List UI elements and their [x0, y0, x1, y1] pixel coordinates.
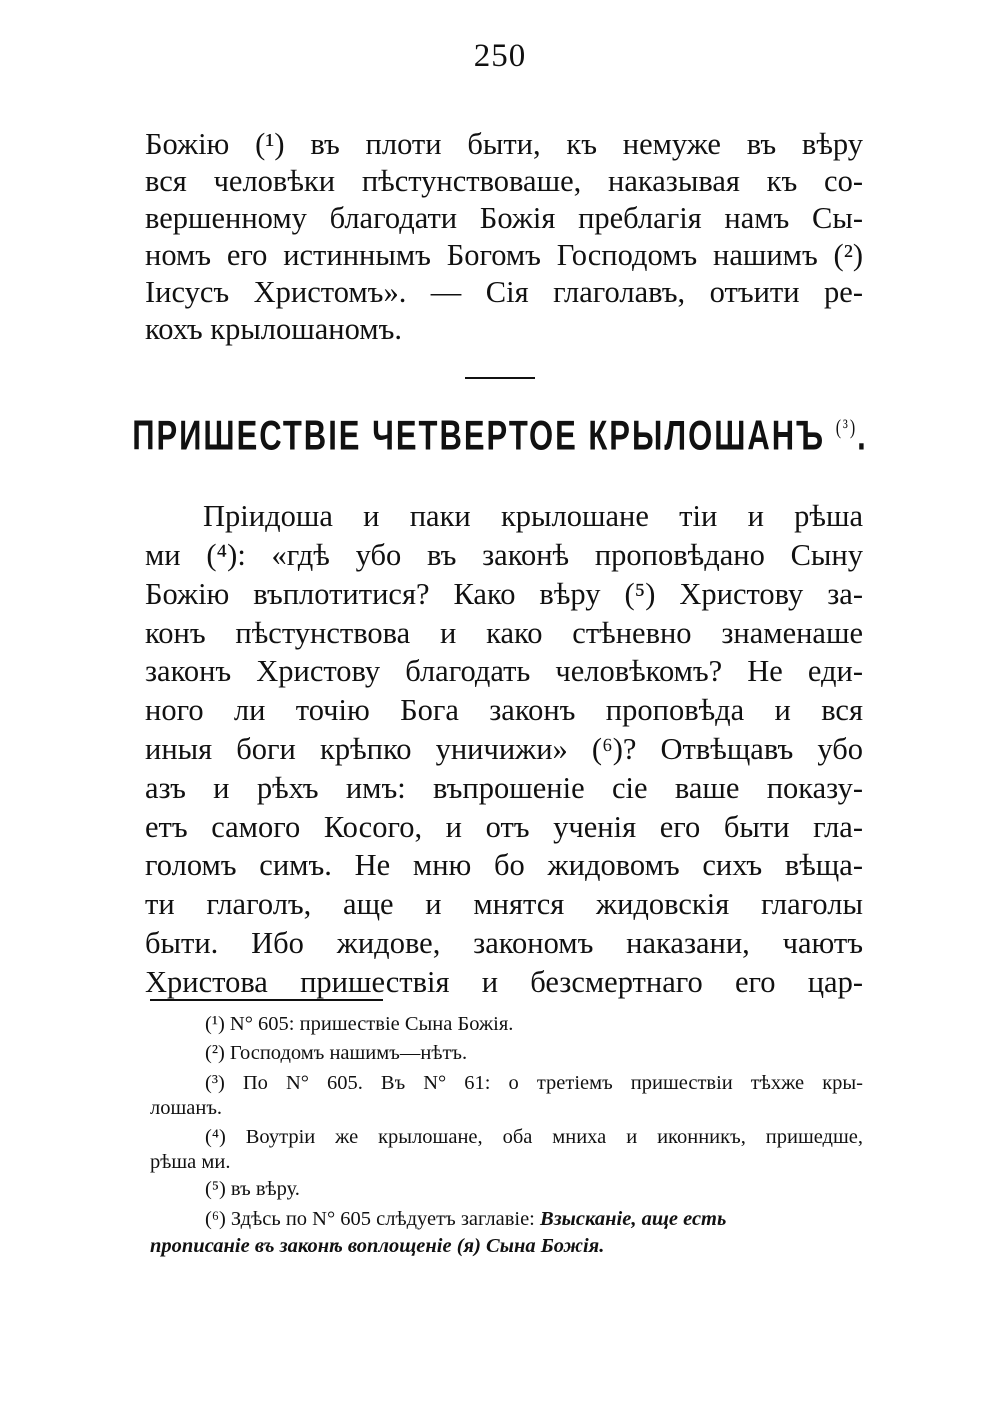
text-line: ти глаголъ, аще и мнятся жидовскія глаголы: [145, 887, 863, 921]
section-heading-note: (³): [835, 416, 858, 440]
text-line: иныя боги крѣпко уничижи» (⁶)? Отвѣщавъ убо: [145, 732, 863, 766]
text-line: Іисусъ Христомъ». — Сія глаголавъ, отъити ре-: [145, 275, 863, 309]
text-line: етъ самого Косого, и отъ ученія его быти гла-: [145, 810, 863, 844]
section-heading-end: .: [857, 411, 868, 459]
footnote: (²) Господомъ нашимъ—нѣтъ.: [205, 1042, 468, 1064]
footnote-continuation: прописаніе въ законѣ воплощеніе (я) Сына Божія.: [150, 1235, 605, 1257]
footnote-title: Взысканіе, аще есть: [540, 1208, 727, 1230]
footnote: (³) По N° 605. Въ N° 61: о третіемъ пришествіи тѣхже кры-: [205, 1072, 863, 1094]
page-number: 250: [473, 38, 527, 74]
text-line: номъ его истиннымъ Богомъ Господомъ нашимъ (²): [145, 238, 863, 272]
text-line: ми (⁴): «гдѣ убо въ законѣ проповѣдано Сыну: [145, 538, 863, 572]
text-line: кохъ крылошаномъ.: [145, 312, 402, 346]
text-line: Пріидоша и паки крылошане тіи и рѣша: [203, 499, 863, 533]
text-line: конъ пѣстунствова и како стѣневно знаменаше: [145, 616, 863, 650]
text-line: законъ Христову благодать человѣкомъ? Не еди-: [145, 654, 863, 688]
text-line: вся человѣки пѣстунствоваше, наказывая къ со-: [145, 164, 863, 198]
text-line: быти. Ибо жидове, закономъ наказани, чаютъ: [145, 926, 863, 960]
section-heading: [0, 412, 1000, 461]
text-line: голомъ симъ. Не мню бо жидовомъ сихъ вѣща-: [145, 848, 863, 882]
text-line: Христова пришествія и безсмертнаго его цар-: [145, 965, 863, 999]
section-divider: [465, 377, 535, 379]
section-heading-title: ПРИШЕСТВІЕ ЧЕТВЕРТОЕ КРЫЛОШАНЪ: [132, 411, 826, 459]
text-line: ного ли точію Бога законъ проповѣда и вся: [145, 693, 863, 727]
text-line: Божію (¹) въ плоти быти, къ немуже въ вѣру: [145, 127, 863, 161]
text-line: Божію въплотитися? Како вѣру (⁵) Христову за-: [145, 577, 863, 611]
footnote-rule: [150, 999, 383, 1001]
text-line: азъ и рѣхъ имъ: въпрошеніе сіе ваше показу-: [145, 771, 863, 805]
footnote-text: (⁶) Здѣсь по N° 605 слѣдуетъ заглавіе:: [205, 1208, 535, 1230]
text-line: вершенному благодати Божія преблагія намъ Сы-: [145, 201, 863, 235]
footnote-continuation: рѣша ми.: [150, 1151, 231, 1173]
footnote: (¹) N° 605: пришествіе Сына Божія.: [205, 1013, 514, 1035]
footnote: (⁵) въ вѣру.: [205, 1178, 300, 1200]
footnote-continuation: лошанъ.: [150, 1097, 223, 1119]
footnote: (⁴) Воутріи же крылошане, оба мниха и иконникъ, пришедше,: [205, 1126, 863, 1148]
footnote: [205, 1207, 863, 1232]
